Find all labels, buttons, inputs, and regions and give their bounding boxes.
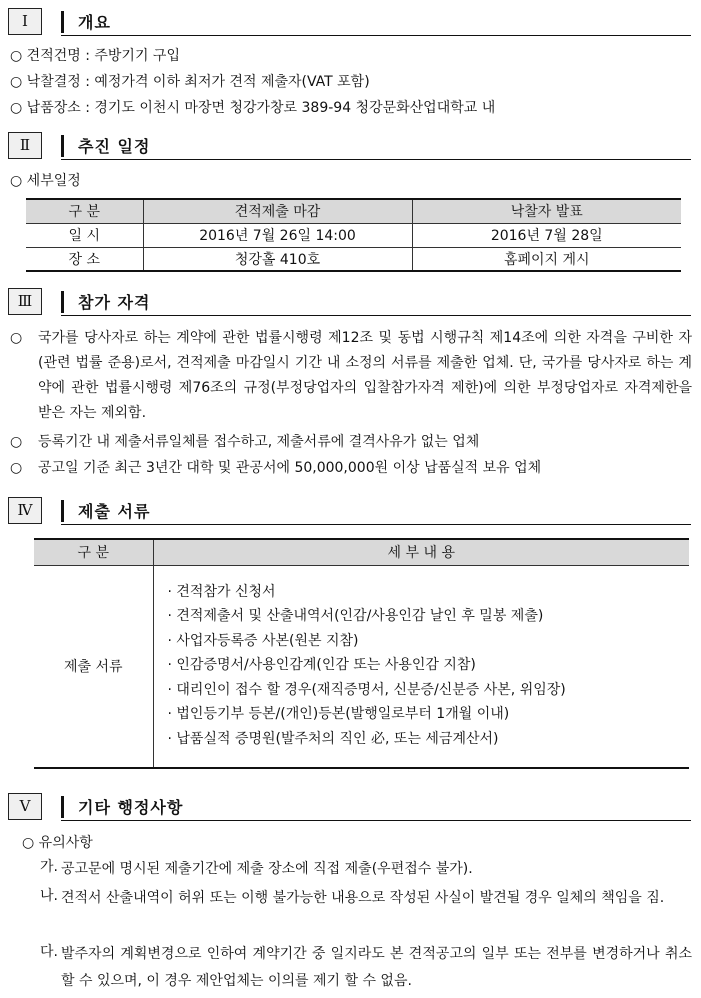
- item-marker: 다.: [40, 944, 58, 960]
- table-cell: 청강홀 410호: [143, 247, 412, 271]
- table-cell: 2016년 7월 26일 14:00: [143, 223, 412, 247]
- list-item: · 대리인이 접수 할 경우(재직증명서, 신분증/신분증 사본, 위임장): [167, 681, 566, 698]
- table-header-cell: 세 부 내 용: [153, 539, 689, 565]
- item-marker: 나.: [40, 888, 58, 904]
- table-cell: 일 시: [26, 223, 143, 247]
- list-item: · 법인등기부 등본/(개인)등본(발행일로부터 1개월 이내): [167, 706, 510, 722]
- table-header-row: [26, 199, 681, 223]
- schedule-label: ○ 세부일정: [10, 173, 81, 189]
- section-rule: [61, 820, 691, 821]
- qualification-text: 등록기간 내 제출서류일체를 접수하고, 제출서류에 결격사유가 없는 업체: [38, 434, 480, 450]
- qualification-item: [10, 456, 692, 481]
- admin-label: ○ 유의사항: [22, 835, 93, 851]
- section-number: Ⅲ: [8, 288, 42, 315]
- admin-item: [40, 856, 692, 883]
- circle-bullet: ○: [10, 330, 23, 346]
- table-header-cell: 낙찰자 발표: [412, 199, 681, 223]
- list-item: · 납품실적 증명원(발주처의 직인 必, 또는 세금계산서): [167, 730, 499, 747]
- section-number: Ⅱ: [8, 132, 42, 159]
- qualification-item: [10, 326, 692, 426]
- section-rule: [61, 35, 691, 36]
- section-4-header: [8, 497, 691, 527]
- section-rule: [61, 159, 691, 160]
- section-rule: [61, 524, 691, 525]
- circle-bullet: ○: [10, 434, 23, 450]
- list-item: · 인감증명서/사용인감계(인감 또는 사용인감 지참): [167, 657, 476, 673]
- overview-item: ○ 납품장소 : 경기도 이천시 마장면 청강가창로 389-94 청강문화산업대학교 내: [10, 100, 496, 116]
- section-title: 참가 자격: [78, 293, 151, 312]
- qualification-item: [10, 430, 692, 455]
- table-cell: 장 소: [26, 247, 143, 271]
- table-header-cell: 구 분: [34, 539, 153, 565]
- item-text: 발주자의 계획변경으로 인하여 계약기간 중 일지라도 본 견적공고의 일부 또는 전부를 변경하거나 취소 할 수 있으며, 이 경우 제안업체는 이의를 제기 할 수 없음.: [61, 946, 692, 989]
- section-number: Ⅰ: [8, 8, 42, 35]
- section-title: 추진 일정: [78, 137, 151, 156]
- section-title: 개요: [78, 13, 111, 32]
- section-3-header: [8, 288, 691, 318]
- table-row: [34, 565, 689, 768]
- section-5-header: [8, 793, 691, 823]
- schedule-table: [26, 198, 681, 272]
- section-rule: [61, 315, 691, 316]
- section-number: Ⅴ: [8, 793, 42, 820]
- list-item: · 사업자등록증 사본(원본 지참): [167, 632, 359, 649]
- table-row: [26, 247, 681, 271]
- section-bar: [61, 11, 64, 33]
- overview-item: ○ 낙찰결정 : 예정가격 이하 최저가 견적 제출자(VAT 포함): [10, 74, 370, 90]
- section-title: 기타 행정사항: [78, 798, 184, 817]
- list-item: · 견적제출서 및 산출내역서(인감/사용인감 날인 후 밀봉 제출): [167, 608, 544, 624]
- documents-table: [34, 538, 689, 769]
- qualification-text: 공고일 기준 최근 3년간 대학 및 관공서에 50,000,000원 이상 납품실적 보유 업체: [38, 460, 542, 476]
- table-cell: 2016년 7월 28일: [412, 223, 681, 247]
- circle-bullet: ○: [10, 460, 23, 476]
- table-row: [26, 223, 681, 247]
- table-header-cell: 견적제출 마감: [143, 199, 412, 223]
- section-bar: [61, 135, 64, 157]
- item-text: 공고문에 명시된 제출기간에 제출 장소에 직접 제출(우편접수 불가).: [61, 861, 473, 877]
- item-text: 견적서 산출내역이 허위 또는 이행 불가능한 내용으로 작성된 사실이 발견될 경우 일체의 책임을 짐.: [61, 890, 665, 906]
- documents-category: 제출 서류: [34, 565, 153, 768]
- admin-item: [40, 885, 692, 912]
- section-number: Ⅳ: [8, 497, 42, 524]
- section-bar: [61, 291, 64, 313]
- table-cell: 홈페이지 게시: [412, 247, 681, 271]
- overview-item: ○ 견적건명 : 주방기기 구입: [10, 48, 180, 64]
- section-bar: [61, 796, 64, 818]
- section-2-header: [8, 132, 691, 162]
- section-title: 제출 서류: [78, 502, 151, 521]
- qualification-text: 국가를 당사자로 하는 계약에 관한 법률시행령 제12조 및 동법 시행규칙 제14조에 의한 자격을 구비한 자(관련 법률 준용)로서, 견적제출 마감일시 기간 내 소정의 서류를 제출한 업체. 단, 국가를 당사자로 하는 계약에 관한 법률시행령 제76조의 규정(부정당업자의 입찰참가자격 제한)에 의한 부정당업자로 자격제한을 받은 자는 제외함.: [38, 330, 692, 421]
- list-item: · 견적참가 신청서: [167, 583, 276, 600]
- section-1-header: [8, 8, 691, 38]
- documents-list: [153, 565, 689, 768]
- table-header-cell: 구 분: [26, 199, 143, 223]
- section-bar: [61, 500, 64, 522]
- table-header-row: [34, 539, 689, 565]
- item-marker: 가.: [40, 859, 58, 875]
- admin-item: [40, 941, 692, 995]
